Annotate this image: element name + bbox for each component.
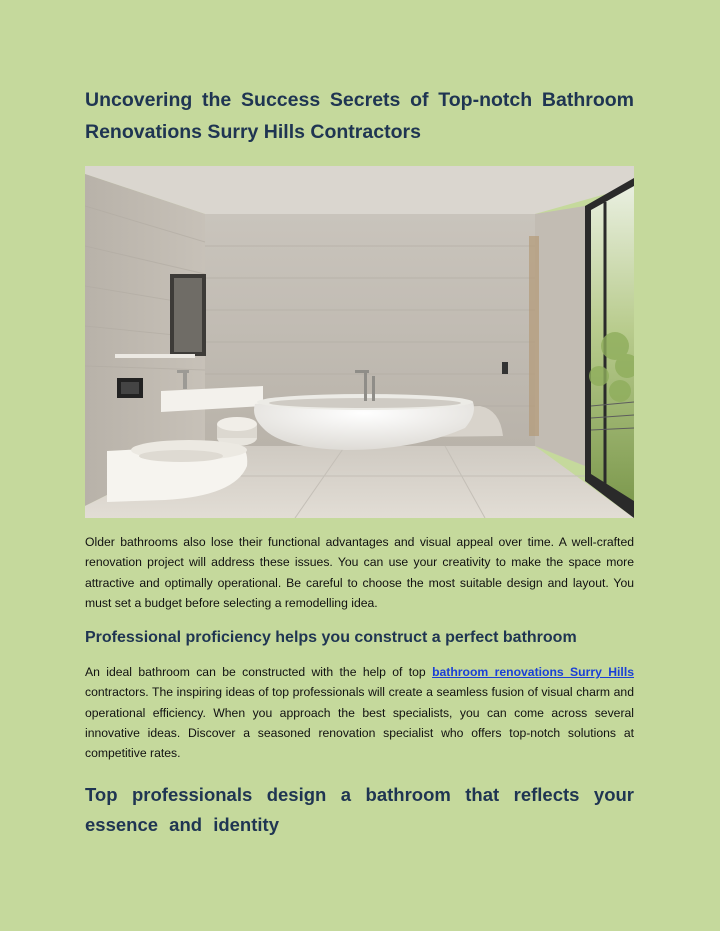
paragraph-intro: Older bathrooms also lose their functional advantages and visual appeal over time. A well-crafted renovation project will address these issues. You can use your creativity to make the space more attractive and optimally operational. Be careful to choose the most suitable design and layout. You must set a budget before selecting a remodelling idea. (85, 535, 634, 610)
section-heading-identity: Top professionals design a bathroom that reflects your essence and identity (85, 783, 634, 835)
paragraph-text-before-link: An ideal bathroom can be constructed with the help of top (85, 665, 433, 680)
section-heading-proficiency: Professional proficiency helps you construct a perfect bathroom (85, 629, 577, 647)
paragraph-text-after-link: contractors. The inspiring ideas of top professionals will create a seamless fusion of visual charm and operational efficiency. When you approach the best specialists, you can come across several innovative ideas. Discover a seasoned renovation specialist who offers top-notch solutions at competitive rates. (85, 685, 634, 761)
bathroom-renovations-link[interactable]: bathroom renovations Surry Hills (432, 665, 634, 680)
paragraph-proficiency (85, 662, 634, 763)
page-title: Uncovering the Success Secrets of Top-notch Bathroom Renovations Surry Hills Contractors (85, 89, 634, 143)
document-content (85, 84, 634, 840)
bathroom-photo (85, 166, 634, 518)
